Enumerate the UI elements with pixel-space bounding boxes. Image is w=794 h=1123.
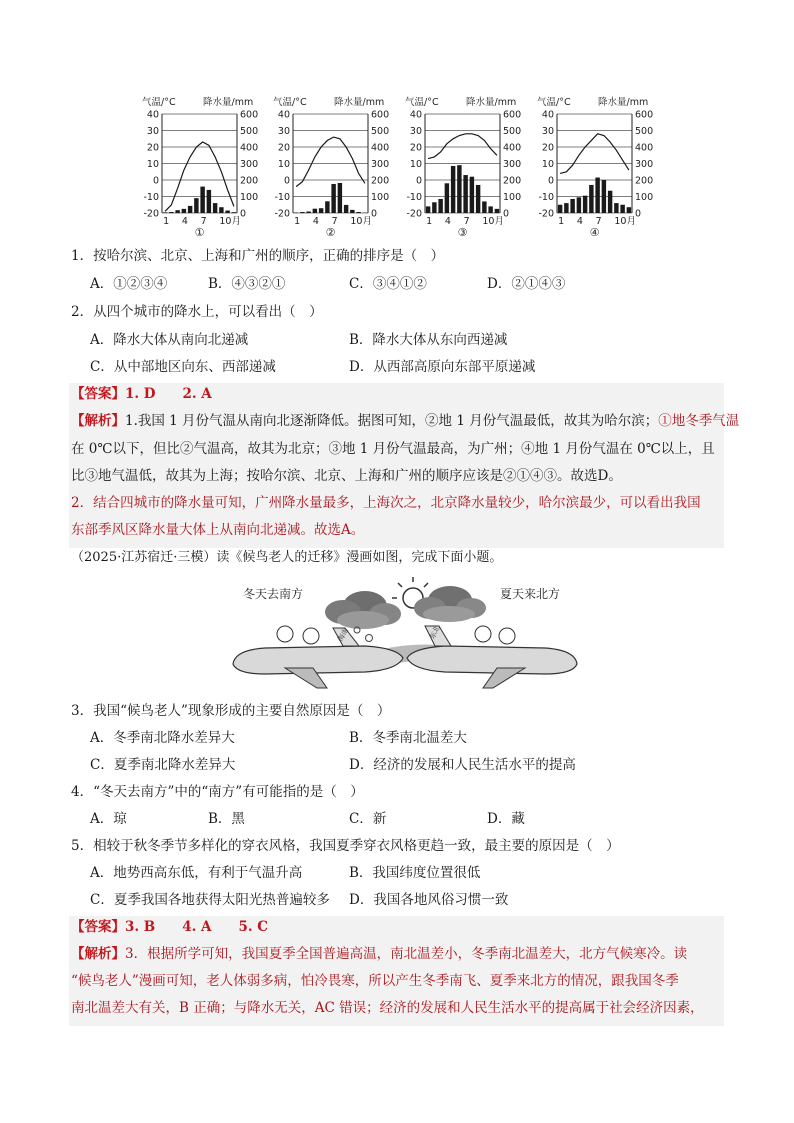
- month-tick-label: 10月: [219, 216, 241, 227]
- chart-label: ②: [325, 226, 336, 238]
- question-5-stem: 5．相较于秋冬季节多样化的穿衣风格，我国夏季穿衣风格更趋一致，最主要的原因是（ ）: [71, 838, 620, 854]
- month-tick-label: 4: [444, 216, 451, 227]
- q4-option-a: A．琼: [90, 811, 127, 827]
- precip-bar: [319, 208, 323, 213]
- answer-tag: 【答案】: [71, 386, 125, 402]
- q1-option-a: A．①②③④: [90, 276, 168, 292]
- precip-tick-label: 100: [371, 192, 390, 203]
- precip-axis-title: 降水量/mm: [466, 97, 517, 108]
- q3-option-c: C．夏季南北降水差异大: [90, 757, 236, 773]
- explanation-text: ①地冬季气温: [658, 413, 740, 429]
- precip-tick-label: 0: [635, 208, 642, 220]
- temp-axis-title: 气温/°C: [405, 97, 439, 108]
- temp-tick-label: 10: [146, 159, 159, 170]
- temp-tick-label: 10: [277, 159, 290, 170]
- precip-tick-label: 500: [240, 126, 259, 137]
- precip-bar: [457, 165, 461, 213]
- temperature-line: [296, 137, 365, 187]
- precip-bar: [182, 209, 186, 213]
- precip-tick-label: 200: [371, 175, 390, 187]
- temp-tick-label: 20: [541, 142, 554, 154]
- temp-tick-label: -20: [406, 208, 422, 220]
- temp-tick-label: -10: [274, 192, 290, 203]
- q4-option-d: D．藏: [487, 811, 525, 827]
- precip-tick-label: 300: [635, 159, 654, 170]
- precip-bar: [300, 212, 304, 213]
- temp-tick-label: 0: [283, 175, 290, 187]
- month-tick-label: 1: [558, 216, 565, 227]
- explanation-1-line-4: 2．结合四城市的降水量可知，广州降水量最多，上海次之，北京降水量较少，哈尔滨最少，可以看出我国: [71, 495, 701, 511]
- q1-option-c: C．③④①②: [349, 276, 427, 292]
- temp-tick-label: 30: [541, 126, 554, 137]
- explanation-2-line-3: 南北温差大有关，B 正确；与降水无关，AC 错误；经济的发展和人民生活水平的提高属于社会经济因素，: [71, 1000, 704, 1016]
- cartoon-left-caption: 冬天去南方: [243, 587, 304, 601]
- question-3-stem: 3．我国“候鸟老人”现象形成的主要自然原因是（ ）: [71, 703, 391, 719]
- temp-axis-title: 气温/°C: [537, 97, 571, 108]
- q5-option-c: C．夏季我国各地获得太阳光热普遍较多: [90, 892, 330, 908]
- answer-1-line: [71, 385, 212, 404]
- answer-values: 1. D 2. A: [125, 386, 212, 402]
- q5-option-d: D．我国各地风俗习惯一致: [349, 892, 509, 908]
- temp-tick-label: 30: [277, 126, 290, 137]
- precip-bar: [207, 190, 211, 213]
- precip-tick-label: 500: [503, 126, 522, 137]
- source-line: （2025·江苏宿迁·三模）读《候鸟老人的迁移》漫画如图，完成下面小题。: [71, 550, 503, 565]
- plane-label-right: 东北: [428, 624, 442, 641]
- precip-tick-label: 100: [503, 192, 522, 203]
- precip-bar: [313, 209, 317, 213]
- precip-tick-label: 600: [503, 109, 522, 121]
- precip-bar: [564, 203, 568, 213]
- cartoon-right-caption: 夏天来北方: [500, 587, 561, 601]
- temperature-line: [428, 134, 497, 159]
- q5-option-a: A．地势西高东低，有利于气温升高: [90, 865, 303, 881]
- precip-bar: [482, 201, 486, 213]
- precip-tick-label: 0: [371, 208, 378, 220]
- month-tick-label: 4: [576, 216, 583, 227]
- temp-tick-label: 30: [409, 126, 422, 137]
- precip-bar: [558, 205, 562, 213]
- precip-bar: [602, 180, 606, 213]
- month-tick-label: 7: [331, 216, 338, 227]
- q2-option-c: C．从中部地区向东、西部递减: [90, 359, 276, 375]
- precip-bar: [426, 206, 430, 213]
- precip-bar: [627, 207, 631, 213]
- precip-bar: [445, 183, 449, 213]
- explanation-text: 1.我国 1 月份气温从南向北逐渐降低。据图可知，②地 1 月份气温最低，故其为哈尔滨；: [125, 413, 659, 429]
- answer-values: 3. B 4. A 5. C: [125, 919, 269, 935]
- precip-bar: [488, 206, 492, 213]
- explanation-tag: 【解析】: [71, 413, 125, 429]
- precip-bar: [338, 183, 342, 213]
- precip-bar: [589, 185, 593, 213]
- precip-bar: [350, 210, 354, 213]
- temp-tick-label: 40: [541, 109, 554, 121]
- month-tick-label: 1: [294, 216, 301, 227]
- explanation-2-line-1: [71, 945, 687, 964]
- temp-tick-label: -10: [538, 192, 554, 203]
- month-tick-label: 10月: [350, 216, 372, 227]
- month-tick-label: 4: [181, 216, 188, 227]
- temp-tick-label: 20: [409, 142, 422, 154]
- temp-tick-label: 40: [146, 109, 159, 121]
- temp-tick-label: 20: [146, 142, 159, 154]
- precip-tick-label: 300: [503, 159, 522, 170]
- precip-axis-title: 降水量/mm: [598, 97, 649, 108]
- chart-label: ①: [194, 226, 205, 238]
- right-airplane: [407, 624, 577, 688]
- q2-option-b: B．降水大体从东向西递减: [349, 332, 508, 348]
- temp-tick-label: 20: [277, 142, 290, 154]
- precip-bar: [194, 198, 198, 213]
- temp-tick-label: -20: [274, 208, 290, 220]
- q2-option-a: A．降水大体从南向北递减: [90, 332, 249, 348]
- temp-axis-title: 气温/°C: [273, 97, 307, 108]
- temperature-line: [165, 142, 234, 211]
- precip-bar: [163, 212, 167, 213]
- chart-label: ④: [589, 226, 600, 238]
- answer-2-line: [71, 918, 268, 937]
- precip-axis-title: 降水量/mm: [334, 97, 385, 108]
- precip-bar: [325, 201, 329, 213]
- month-tick-label: 7: [463, 216, 470, 227]
- month-tick-label: 10月: [614, 216, 636, 227]
- temp-tick-label: 0: [547, 175, 554, 187]
- precip-tick-label: 300: [240, 159, 259, 170]
- temp-tick-label: 40: [277, 109, 290, 121]
- q1-option-d: D．②①④③: [487, 276, 566, 292]
- precip-tick-label: 300: [371, 159, 390, 170]
- precip-bar: [495, 209, 499, 213]
- precip-tick-label: 600: [635, 109, 654, 121]
- explanation-2-line-2: “候鸟老人”漫画可知，老人体弱多病，怕冷畏寒，所以产生冬季南飞、夏季来北方的情况，跟我国冬季: [71, 973, 679, 989]
- precip-bar: [470, 177, 474, 213]
- month-tick-label: 7: [595, 216, 602, 227]
- answer-tag: 【答案】: [71, 919, 125, 935]
- precip-bar: [331, 184, 335, 213]
- explanation-1-line-5: 东部季风区降水量大体上从南向北递减。故选A。: [71, 522, 365, 538]
- question-1-stem: 1．按哈尔滨、北京、上海和广州的顺序，正确的排序是（ ）: [71, 248, 445, 264]
- precip-axis-title: 降水量/mm: [203, 97, 254, 108]
- precip-bar: [583, 196, 587, 213]
- q4-option-c: C．新: [349, 811, 387, 827]
- precip-bar: [614, 203, 618, 213]
- temp-tick-label: -10: [406, 192, 422, 203]
- precip-tick-label: 400: [371, 142, 390, 154]
- precip-tick-label: 200: [635, 175, 654, 187]
- precip-bar: [577, 197, 581, 213]
- precip-tick-label: 200: [240, 175, 259, 187]
- temp-tick-label: 30: [146, 126, 159, 137]
- precip-tick-label: 500: [371, 126, 390, 137]
- temp-tick-label: 10: [541, 159, 554, 170]
- temp-tick-label: -10: [143, 192, 159, 203]
- precip-tick-label: 0: [503, 208, 510, 220]
- precip-bar: [232, 212, 236, 213]
- precip-bar: [570, 199, 574, 213]
- precip-tick-label: 600: [240, 109, 259, 121]
- explanation-tag: 【解析】: [71, 946, 125, 962]
- precip-bar: [225, 211, 229, 213]
- migratory-elderly-cartoon: [225, 576, 585, 696]
- temp-tick-label: -20: [143, 208, 159, 220]
- temp-tick-label: 0: [415, 175, 422, 187]
- precip-bar: [169, 212, 173, 213]
- precip-bar: [608, 191, 612, 213]
- month-tick-label: 1: [426, 216, 433, 227]
- temp-tick-label: -20: [538, 208, 554, 220]
- cloud-icon: [325, 591, 401, 629]
- precip-bar: [200, 187, 204, 213]
- precip-bar: [175, 210, 179, 213]
- month-tick-label: 1: [163, 216, 170, 227]
- precip-bar: [356, 212, 360, 213]
- left-airplane: [233, 626, 403, 688]
- question-2-stem: 2．从四个城市的降水上，可以看出（ ）: [71, 304, 323, 320]
- temp-axis-title: 气温/°C: [142, 97, 176, 108]
- temperature-line: [560, 134, 629, 174]
- precip-tick-label: 600: [371, 109, 390, 121]
- q3-option-d: D．经济的发展和人民生活水平的提高: [349, 757, 576, 773]
- q5-option-b: B．我国纬度位置很低: [349, 865, 481, 881]
- chart-label: ③: [457, 226, 468, 238]
- plane-label-left: 海南: [336, 626, 351, 643]
- precip-tick-label: 200: [503, 175, 522, 187]
- month-tick-label: 10月: [482, 216, 504, 227]
- precip-tick-label: 400: [503, 142, 522, 154]
- temp-tick-label: 0: [152, 175, 159, 187]
- q4-option-b: B．黑: [208, 811, 245, 827]
- precip-bar: [451, 166, 455, 213]
- precip-bar: [476, 185, 480, 213]
- precip-tick-label: 100: [240, 192, 259, 203]
- q3-option-b: B．冬季南北温差大: [349, 730, 467, 746]
- cloud-icon: [414, 586, 486, 622]
- q3-option-a: A．冬季南北降水差异大: [90, 730, 235, 746]
- precip-bar: [188, 206, 192, 213]
- precip-bar: [463, 175, 467, 213]
- precip-tick-label: 100: [635, 192, 654, 203]
- precip-tick-label: 0: [240, 208, 247, 220]
- q2-option-d: D．从西部高原向东部平原递减: [349, 359, 536, 375]
- precip-bar: [432, 202, 436, 213]
- month-tick-label: 4: [312, 216, 319, 227]
- precip-bar: [344, 205, 348, 213]
- precip-bar: [213, 203, 217, 213]
- temp-tick-label: 10: [409, 159, 422, 170]
- month-tick-label: 7: [200, 216, 207, 227]
- precip-tick-label: 400: [240, 142, 259, 154]
- precip-tick-label: 400: [635, 142, 654, 154]
- precip-tick-label: 500: [635, 126, 654, 137]
- precip-bar: [438, 199, 442, 213]
- explanation-text: 3．根据所学可知，我国夏季全国普遍高温，南北温差小，冬季南北温差大，北方气候寒冷。读: [125, 946, 688, 962]
- precip-bar: [306, 212, 310, 213]
- q1-option-b: B．④③②①: [208, 276, 286, 292]
- explanation-1-line-3: 比③地气温低，故其为上海；按哈尔滨、北京、上海和广州的顺序应该是②①④③。故选D。: [71, 468, 622, 484]
- precip-bar: [620, 205, 624, 213]
- explanation-1-line-2: 在 0℃以下，但比②气温高，故其为北京；③地 1 月份气温最高，为广州；④地 1 月份气温在 0℃以上，且: [71, 441, 715, 457]
- temp-tick-label: 40: [409, 109, 422, 121]
- question-4-stem: 4．“冬天去南方”中的“南方”有可能指的是（ ）: [71, 784, 364, 800]
- precip-bar: [595, 178, 599, 213]
- climate-charts: [0, 88, 794, 238]
- precip-bar: [219, 207, 223, 213]
- explanation-1-line-1: [71, 412, 739, 431]
